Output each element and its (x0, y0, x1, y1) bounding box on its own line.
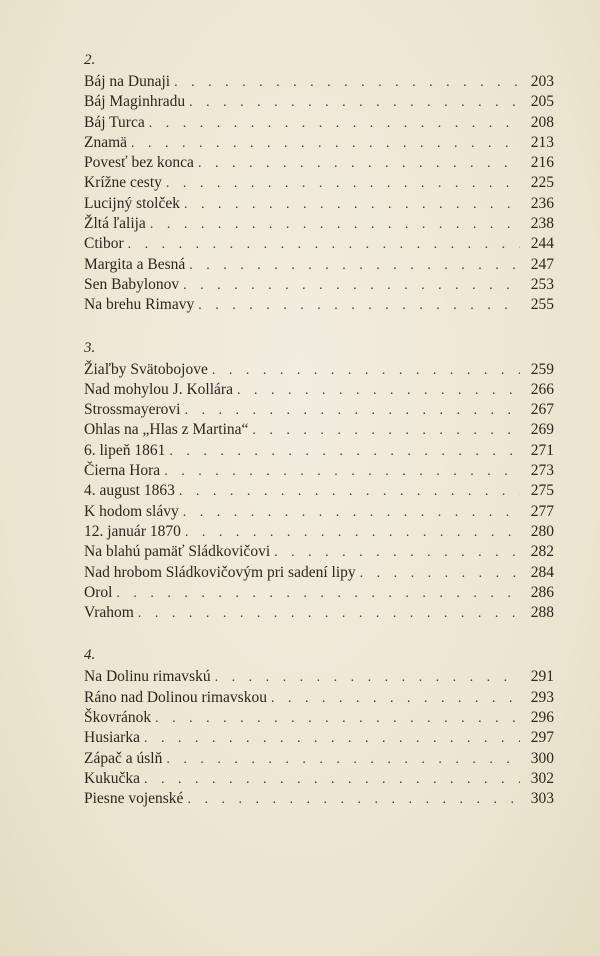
entry-page-number: 213 (530, 133, 554, 151)
dot-leader (164, 462, 520, 482)
entry-title: 6. lipeň 1861 (84, 441, 166, 459)
dot-leader (189, 256, 520, 276)
dot-leader (189, 93, 520, 113)
dot-leader (215, 668, 520, 688)
dot-leader (271, 689, 520, 709)
entry-title: 12. január 1870 (84, 522, 181, 540)
entry-page-number: 273 (530, 462, 554, 480)
toc-entry (84, 360, 554, 380)
toc-section (84, 643, 554, 809)
toc-entry (84, 275, 554, 295)
toc-entry (84, 295, 554, 315)
entry-page-number: 291 (530, 668, 554, 686)
entry-page-number: 284 (530, 563, 554, 581)
toc-entry (84, 583, 554, 603)
toc-entry (84, 255, 554, 275)
dot-leader (131, 134, 520, 154)
entry-title: Sen Babylonov (84, 275, 180, 293)
table-of-contents (84, 48, 554, 810)
toc-entry (84, 461, 554, 481)
entry-title: Báj Turca (84, 113, 145, 131)
dot-leader (144, 729, 520, 749)
entry-title: Husiarka (84, 729, 140, 747)
entry-title: Povesť bez konca (84, 154, 194, 172)
toc-entry (84, 667, 554, 687)
entry-title: 4. august 1863 (84, 482, 175, 500)
entry-title: Báj na Dunaji (84, 73, 171, 90)
entry-page-number: 247 (530, 255, 554, 273)
toc-entry (84, 194, 554, 214)
section-gap (84, 316, 554, 336)
toc-entry (84, 92, 554, 112)
dot-leader (187, 790, 520, 810)
entry-title: Škovránok (84, 709, 152, 727)
entry-title: Žiaľby Svätobojove (84, 360, 208, 378)
dot-leader (184, 195, 520, 215)
entry-title: Čierna Hora (84, 462, 161, 480)
entry-title: Znamä (84, 133, 128, 151)
entry-page-number: 255 (530, 296, 554, 314)
section-number: 4. (84, 647, 96, 664)
toc-entry (84, 380, 554, 400)
entry-page-number: 282 (530, 543, 554, 561)
dot-leader (198, 154, 520, 174)
entry-page-number: 238 (530, 215, 554, 233)
entry-page-number: 300 (530, 749, 554, 767)
dot-leader (183, 276, 520, 296)
dot-leader (166, 174, 520, 194)
entry-page-number: 293 (530, 688, 554, 706)
entry-title: Na Dolinu rimavskú (84, 668, 211, 686)
entry-title: Piesne vojenské (84, 790, 184, 808)
entry-title: Ctibor (84, 235, 124, 253)
dot-leader (185, 523, 520, 543)
dot-leader (183, 503, 520, 523)
entry-page-number: 216 (530, 154, 554, 172)
toc-entry (84, 522, 554, 542)
dot-leader (155, 709, 520, 729)
toc-entry (84, 133, 554, 153)
entry-page-number: 303 (530, 790, 554, 808)
entry-title: Vrahom (84, 604, 134, 622)
entry-page-number: 253 (530, 275, 554, 293)
dot-leader (184, 401, 520, 421)
dot-leader (198, 296, 520, 316)
toc-entry (84, 769, 554, 789)
toc-entry (84, 173, 554, 193)
dot-leader (116, 584, 520, 604)
toc-entry (84, 420, 554, 440)
dot-leader (174, 73, 520, 93)
toc-entry (84, 749, 554, 769)
section-gap (84, 623, 554, 643)
toc-entry (84, 400, 554, 420)
dot-leader (128, 235, 520, 255)
entry-page-number: 205 (530, 93, 554, 111)
toc-entry (84, 728, 554, 748)
toc-entry (84, 603, 554, 623)
entry-page-number: 266 (530, 380, 554, 398)
entry-page-number: 236 (530, 194, 554, 212)
toc-entry (84, 441, 554, 461)
entry-title: Na brehu Rimavy (84, 296, 195, 314)
entry-title: Margita a Besná (84, 255, 186, 273)
entry-title: Orol (84, 583, 113, 601)
entry-page-number: 286 (530, 583, 554, 601)
dot-leader (360, 564, 520, 584)
toc-entry (84, 214, 554, 234)
dot-leader (179, 482, 520, 502)
entry-page-number: 269 (530, 421, 554, 439)
toc-section (84, 336, 554, 624)
entry-title: Nad hrobom Sládkovičovým pri sadení lipy (84, 563, 356, 581)
dot-leader (274, 543, 520, 563)
toc-entry (84, 481, 554, 501)
entry-title: Zápač a úslň (84, 749, 163, 767)
dot-leader (252, 421, 520, 441)
entry-page-number: 280 (530, 522, 554, 540)
entry-title: Na blahú pamäť Sládkovičovi (84, 543, 271, 561)
toc-entry (84, 72, 554, 92)
entry-page-number: 275 (530, 482, 554, 500)
toc-entry (84, 563, 554, 583)
entry-title: Ohlas na „Hlas z Martina“ (84, 421, 249, 439)
entry-page-number: 267 (530, 401, 554, 419)
toc-entry (84, 789, 554, 809)
dot-leader (169, 442, 520, 462)
entry-title: Krížne cesty (84, 174, 162, 192)
entry-page-number: 203 (530, 73, 554, 90)
dot-leader (149, 114, 520, 134)
entry-page-number: 277 (530, 502, 554, 520)
entry-title: Ráno nad Dolinou rimavskou (84, 688, 267, 706)
toc-entry (84, 234, 554, 254)
entry-title: Žltá ľalija (84, 215, 146, 233)
entry-page-number: 271 (530, 441, 554, 459)
entry-title: Strossmayerovi (84, 401, 181, 419)
section-number: 3. (84, 339, 96, 356)
dot-leader (138, 604, 520, 624)
entry-title: K hodom slávy (84, 502, 179, 520)
toc-entry (84, 688, 554, 708)
toc-entry (84, 113, 554, 133)
dot-leader (144, 770, 520, 790)
entry-title: Báj Maginhradu (84, 93, 186, 111)
dot-leader (150, 215, 520, 235)
toc-entry (84, 153, 554, 173)
entry-title: Kukučka (84, 769, 140, 787)
entry-page-number: 296 (530, 709, 554, 727)
entry-page-number: 225 (530, 174, 554, 192)
toc-entry (84, 708, 554, 728)
entry-title: Nad mohylou J. Kollára (84, 380, 233, 398)
entry-page-number: 259 (530, 360, 554, 378)
entry-page-number: 244 (530, 235, 554, 253)
dot-leader (166, 750, 520, 770)
entry-page-number: 288 (530, 604, 554, 622)
toc-entry (84, 502, 554, 522)
dot-leader (237, 381, 520, 401)
entry-title: Lucijný stolček (84, 194, 180, 212)
toc-entry (84, 542, 554, 562)
toc-section (84, 48, 554, 316)
dot-leader (212, 361, 520, 381)
section-number: 2. (84, 52, 96, 68)
entry-page-number: 302 (530, 769, 554, 787)
entry-page-number: 208 (530, 113, 554, 131)
entry-page-number: 297 (530, 729, 554, 747)
